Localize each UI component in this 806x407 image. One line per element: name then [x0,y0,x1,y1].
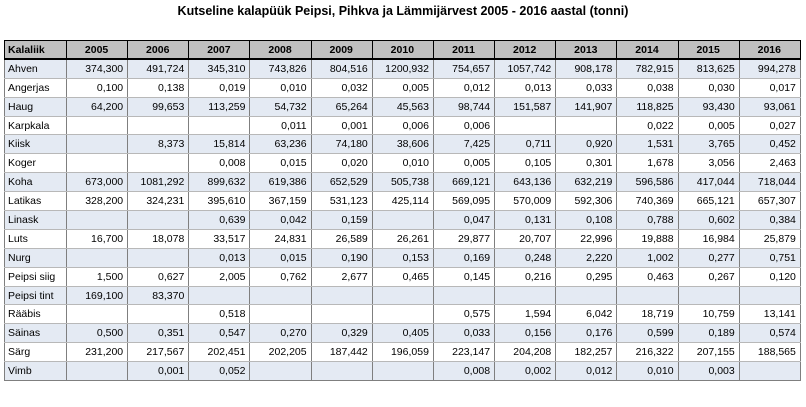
value-cell[interactable]: 29,877 [433,229,494,248]
value-cell[interactable] [67,135,128,154]
value-cell[interactable]: 188,565 [739,343,800,362]
value-cell[interactable]: 0,100 [67,78,128,97]
value-cell[interactable]: 0,159 [311,211,372,230]
value-cell[interactable]: 328,200 [67,192,128,211]
value-cell[interactable]: 22,996 [556,229,617,248]
header-row [5,41,801,60]
header-cell-year[interactable]: 2009 [311,41,372,60]
value-cell[interactable]: 0,008 [433,362,494,381]
value-cell[interactable]: 0,295 [556,267,617,286]
value-cell[interactable]: 0,052 [189,362,250,381]
value-cell[interactable]: 0,010 [617,362,678,381]
table-row [5,135,801,154]
value-cell[interactable]: 0,329 [311,324,372,343]
value-cell[interactable]: 0,463 [617,267,678,286]
species-cell[interactable]: Särg [5,343,67,362]
value-cell[interactable]: 740,369 [617,192,678,211]
value-cell[interactable]: 0,131 [495,211,556,230]
value-cell[interactable]: 0,010 [372,154,433,173]
value-cell[interactable] [739,286,800,305]
value-cell[interactable]: 0,547 [189,324,250,343]
value-cell[interactable] [67,362,128,381]
value-cell[interactable]: 0,010 [250,78,311,97]
species-cell[interactable]: Haug [5,97,67,116]
value-cell[interactable]: 13,141 [739,305,800,324]
species-cell[interactable]: Karpkala [5,116,67,135]
value-cell[interactable]: 207,155 [678,343,739,362]
value-cell[interactable]: 64,200 [67,97,128,116]
value-cell[interactable]: 643,136 [495,173,556,192]
value-cell[interactable]: 0,751 [739,248,800,267]
value-cell[interactable]: 3,056 [678,154,739,173]
value-cell[interactable]: 15,814 [189,135,250,154]
value-cell[interactable]: 0,015 [250,154,311,173]
value-cell[interactable]: 0,105 [495,154,556,173]
value-cell[interactable]: 0,019 [189,78,250,97]
value-cell[interactable]: 169,100 [67,286,128,305]
value-cell[interactable]: 652,529 [311,173,372,192]
header-cell-year[interactable]: 2012 [495,41,556,60]
value-cell[interactable]: 19,888 [617,229,678,248]
header-cell-year[interactable]: 2013 [556,41,617,60]
value-cell[interactable]: 0,301 [556,154,617,173]
value-cell[interactable]: 18,719 [617,305,678,324]
value-cell[interactable] [495,116,556,135]
value-cell[interactable]: 0,138 [128,78,189,97]
species-cell[interactable]: Koger [5,154,67,173]
value-cell[interactable]: 93,061 [739,97,800,116]
table-row [5,286,801,305]
value-cell[interactable]: 0,038 [617,78,678,97]
value-cell[interactable] [67,248,128,267]
value-cell[interactable]: 7,425 [433,135,494,154]
value-cell[interactable]: 632,219 [556,173,617,192]
species-cell[interactable]: Nurg [5,248,67,267]
value-cell[interactable]: 0,248 [495,248,556,267]
table-row [5,116,801,135]
value-cell[interactable]: 596,586 [617,173,678,192]
value-cell[interactable]: 0,008 [189,154,250,173]
species-cell[interactable]: Vimb [5,362,67,381]
value-cell[interactable]: 0,711 [495,135,556,154]
species-cell[interactable]: Koha [5,173,67,192]
value-cell[interactable]: 202,451 [189,343,250,362]
species-cell[interactable]: Latikas [5,192,67,211]
value-cell[interactable]: 223,147 [433,343,494,362]
value-cell[interactable]: 531,123 [311,192,372,211]
value-cell[interactable]: 1,531 [617,135,678,154]
value-cell[interactable]: 45,563 [372,97,433,116]
header-cell-year[interactable]: 2015 [678,41,739,60]
header-cell-year[interactable]: 2008 [250,41,311,60]
value-cell[interactable]: 1,500 [67,267,128,286]
value-cell[interactable] [678,286,739,305]
table-row [5,305,801,324]
value-cell[interactable]: 0,001 [311,116,372,135]
value-cell[interactable]: 0,017 [739,78,800,97]
value-cell[interactable]: 669,121 [433,173,494,192]
value-cell[interactable]: 196,059 [372,343,433,362]
value-cell[interactable] [67,154,128,173]
value-cell[interactable]: 0,156 [495,324,556,343]
value-cell[interactable] [372,211,433,230]
value-cell[interactable]: 2,677 [311,267,372,286]
value-cell[interactable]: 0,465 [372,267,433,286]
value-cell[interactable]: 20,707 [495,229,556,248]
header-cell-year[interactable]: 2007 [189,41,250,60]
value-cell[interactable]: 994,278 [739,59,800,78]
value-cell[interactable]: 0,575 [433,305,494,324]
value-cell[interactable]: 0,011 [250,116,311,135]
value-cell[interactable] [372,305,433,324]
value-cell[interactable]: 0,022 [617,116,678,135]
value-cell[interactable]: 657,307 [739,192,800,211]
value-cell[interactable]: 0,013 [189,248,250,267]
value-cell[interactable]: 25,879 [739,229,800,248]
value-cell[interactable]: 0,405 [372,324,433,343]
species-cell[interactable]: Säinas [5,324,67,343]
value-cell[interactable]: 54,732 [250,97,311,116]
value-cell[interactable] [128,211,189,230]
value-cell[interactable]: 0,013 [495,78,556,97]
value-cell[interactable]: 16,984 [678,229,739,248]
table-row [5,248,801,267]
value-cell[interactable]: 0,012 [556,362,617,381]
value-cell[interactable]: 0,277 [678,248,739,267]
value-cell[interactable]: 0,005 [433,154,494,173]
value-cell[interactable] [67,211,128,230]
header-cell-year[interactable]: 2010 [372,41,433,60]
value-cell[interactable] [250,286,311,305]
value-cell[interactable] [617,286,678,305]
value-cell[interactable]: 1081,292 [128,173,189,192]
value-cell[interactable]: 505,738 [372,173,433,192]
value-cell[interactable] [128,154,189,173]
value-cell[interactable]: 0,216 [495,267,556,286]
value-cell[interactable]: 0,190 [311,248,372,267]
species-cell[interactable]: Rääbis [5,305,67,324]
value-cell[interactable]: 10,759 [678,305,739,324]
value-cell[interactable]: 204,208 [495,343,556,362]
table-row [5,59,801,78]
value-cell[interactable]: 0,020 [311,154,372,173]
value-cell[interactable]: 217,567 [128,343,189,362]
value-cell[interactable] [250,305,311,324]
value-cell[interactable]: 0,518 [189,305,250,324]
value-cell[interactable]: 0,270 [250,324,311,343]
value-cell[interactable] [495,286,556,305]
species-cell[interactable]: Peipsi tint [5,286,67,305]
value-cell[interactable]: 0,006 [433,116,494,135]
value-cell[interactable] [128,248,189,267]
species-cell[interactable]: Luts [5,229,67,248]
value-cell[interactable]: 0,012 [433,78,494,97]
value-cell[interactable]: 18,078 [128,229,189,248]
value-cell[interactable]: 743,826 [250,59,311,78]
value-cell[interactable]: 187,442 [311,343,372,362]
table-row [5,97,801,116]
value-cell[interactable]: 2,463 [739,154,800,173]
value-cell[interactable]: 324,231 [128,192,189,211]
value-cell[interactable]: 74,180 [311,135,372,154]
value-cell[interactable] [372,362,433,381]
value-cell[interactable]: 570,009 [495,192,556,211]
value-cell[interactable] [128,116,189,135]
table-row [5,324,801,343]
value-cell[interactable]: 0,108 [556,211,617,230]
species-cell[interactable]: Kiisk [5,135,67,154]
table-title: Kutseline kalapüük Peipsi, Pihkva ja Lämmijärvest 2005 - 2016 aastal (tonni) [177,4,629,18]
value-cell[interactable]: 2,005 [189,267,250,286]
species-cell[interactable]: Angerjas [5,78,67,97]
value-cell[interactable]: 417,044 [678,173,739,192]
value-cell[interactable]: 619,386 [250,173,311,192]
value-cell[interactable]: 33,517 [189,229,250,248]
value-cell[interactable]: 367,159 [250,192,311,211]
table-body [5,59,801,380]
value-cell[interactable]: 99,653 [128,97,189,116]
value-cell[interactable]: 0,032 [311,78,372,97]
value-cell[interactable]: 26,589 [311,229,372,248]
value-cell[interactable]: 665,121 [678,192,739,211]
value-cell[interactable]: 0,639 [189,211,250,230]
value-cell[interactable]: 1057,742 [495,59,556,78]
value-cell[interactable]: 6,042 [556,305,617,324]
value-cell[interactable]: 93,430 [678,97,739,116]
value-cell[interactable] [128,305,189,324]
value-cell[interactable]: 0,120 [739,267,800,286]
value-cell[interactable]: 8,373 [128,135,189,154]
table-row [5,343,801,362]
value-cell[interactable]: 0,002 [495,362,556,381]
value-cell[interactable]: 804,516 [311,59,372,78]
value-cell[interactable]: 0,602 [678,211,739,230]
table-row [5,267,801,286]
value-cell[interactable]: 231,200 [67,343,128,362]
value-cell[interactable]: 0,030 [678,78,739,97]
value-cell[interactable] [372,286,433,305]
value-cell[interactable]: 782,915 [617,59,678,78]
value-cell[interactable]: 0,267 [678,267,739,286]
value-cell[interactable]: 16,700 [67,229,128,248]
table-row [5,192,801,211]
value-cell[interactable]: 569,095 [433,192,494,211]
value-cell[interactable]: 374,300 [67,59,128,78]
value-cell[interactable]: 0,006 [372,116,433,135]
value-cell[interactable]: 216,322 [617,343,678,362]
value-cell[interactable] [556,286,617,305]
value-cell[interactable]: 1,002 [617,248,678,267]
value-cell[interactable]: 0,153 [372,248,433,267]
header-cell-species[interactable]: Kalaliik [5,41,67,60]
value-cell[interactable]: 2,220 [556,248,617,267]
value-cell[interactable]: 0,005 [678,116,739,135]
header-cell-year[interactable]: 2011 [433,41,494,60]
value-cell[interactable]: 592,306 [556,192,617,211]
value-cell[interactable] [311,305,372,324]
value-cell[interactable]: 899,632 [189,173,250,192]
value-cell[interactable] [311,362,372,381]
header-cell-year[interactable]: 2005 [67,41,128,60]
value-cell[interactable] [739,362,800,381]
value-cell[interactable]: 0,176 [556,324,617,343]
value-cell[interactable]: 0,762 [250,267,311,286]
value-cell[interactable]: 24,831 [250,229,311,248]
value-cell[interactable]: 0,920 [556,135,617,154]
value-cell[interactable]: 83,370 [128,286,189,305]
value-cell[interactable]: 0,189 [678,324,739,343]
value-cell[interactable] [556,116,617,135]
value-cell[interactable]: 0,027 [739,116,800,135]
value-cell[interactable] [433,286,494,305]
value-cell[interactable] [189,116,250,135]
value-cell[interactable] [67,116,128,135]
value-cell[interactable]: 908,178 [556,59,617,78]
value-cell[interactable]: 0,627 [128,267,189,286]
value-cell[interactable]: 718,044 [739,173,800,192]
value-cell[interactable]: 202,205 [250,343,311,362]
value-cell[interactable] [250,362,311,381]
value-cell[interactable]: 813,625 [678,59,739,78]
value-cell[interactable]: 113,259 [189,97,250,116]
header-cell-year[interactable]: 2016 [739,41,800,60]
value-cell[interactable]: 0,005 [372,78,433,97]
fish-catch-table [4,40,801,381]
value-cell[interactable]: 1200,932 [372,59,433,78]
value-cell[interactable]: 0,015 [250,248,311,267]
header-cell-year[interactable]: 2014 [617,41,678,60]
value-cell[interactable]: 1,594 [495,305,556,324]
value-cell[interactable]: 0,788 [617,211,678,230]
value-cell[interactable]: 3,765 [678,135,739,154]
value-cell[interactable]: 345,310 [189,59,250,78]
table-row [5,154,801,173]
table-row [5,173,801,192]
header-cell-year[interactable]: 2006 [128,41,189,60]
value-cell[interactable]: 0,033 [433,324,494,343]
value-cell[interactable]: 0,042 [250,211,311,230]
value-cell[interactable]: 0,003 [678,362,739,381]
value-cell[interactable]: 65,264 [311,97,372,116]
value-cell[interactable] [189,286,250,305]
value-cell[interactable]: 118,825 [617,97,678,116]
value-cell[interactable]: 395,610 [189,192,250,211]
value-cell[interactable] [67,305,128,324]
value-cell[interactable]: 0,351 [128,324,189,343]
value-cell[interactable]: 98,744 [433,97,494,116]
value-cell[interactable]: 0,574 [739,324,800,343]
table-row [5,229,801,248]
value-cell[interactable]: 0,145 [433,267,494,286]
value-cell[interactable]: 491,724 [128,59,189,78]
value-cell[interactable]: 754,657 [433,59,494,78]
species-cell[interactable]: Linask [5,211,67,230]
species-cell[interactable]: Peipsi siig [5,267,67,286]
value-cell[interactable]: 182,257 [556,343,617,362]
value-cell[interactable]: 0,384 [739,211,800,230]
value-cell[interactable]: 673,000 [67,173,128,192]
table-row [5,362,801,381]
value-cell[interactable]: 63,236 [250,135,311,154]
value-cell[interactable]: 0,001 [128,362,189,381]
value-cell[interactable]: 141,907 [556,97,617,116]
value-cell[interactable]: 0,452 [739,135,800,154]
value-cell[interactable]: 151,587 [495,97,556,116]
value-cell[interactable]: 425,114 [372,192,433,211]
table-row [5,211,801,230]
value-cell[interactable]: 0,033 [556,78,617,97]
value-cell[interactable]: 0,169 [433,248,494,267]
table-row [5,78,801,97]
value-cell[interactable]: 0,599 [617,324,678,343]
value-cell[interactable] [311,286,372,305]
value-cell[interactable]: 0,047 [433,211,494,230]
value-cell[interactable]: 1,678 [617,154,678,173]
value-cell[interactable]: 26,261 [372,229,433,248]
species-cell[interactable]: Ahven [5,59,67,78]
value-cell[interactable]: 0,500 [67,324,128,343]
value-cell[interactable]: 38,606 [372,135,433,154]
